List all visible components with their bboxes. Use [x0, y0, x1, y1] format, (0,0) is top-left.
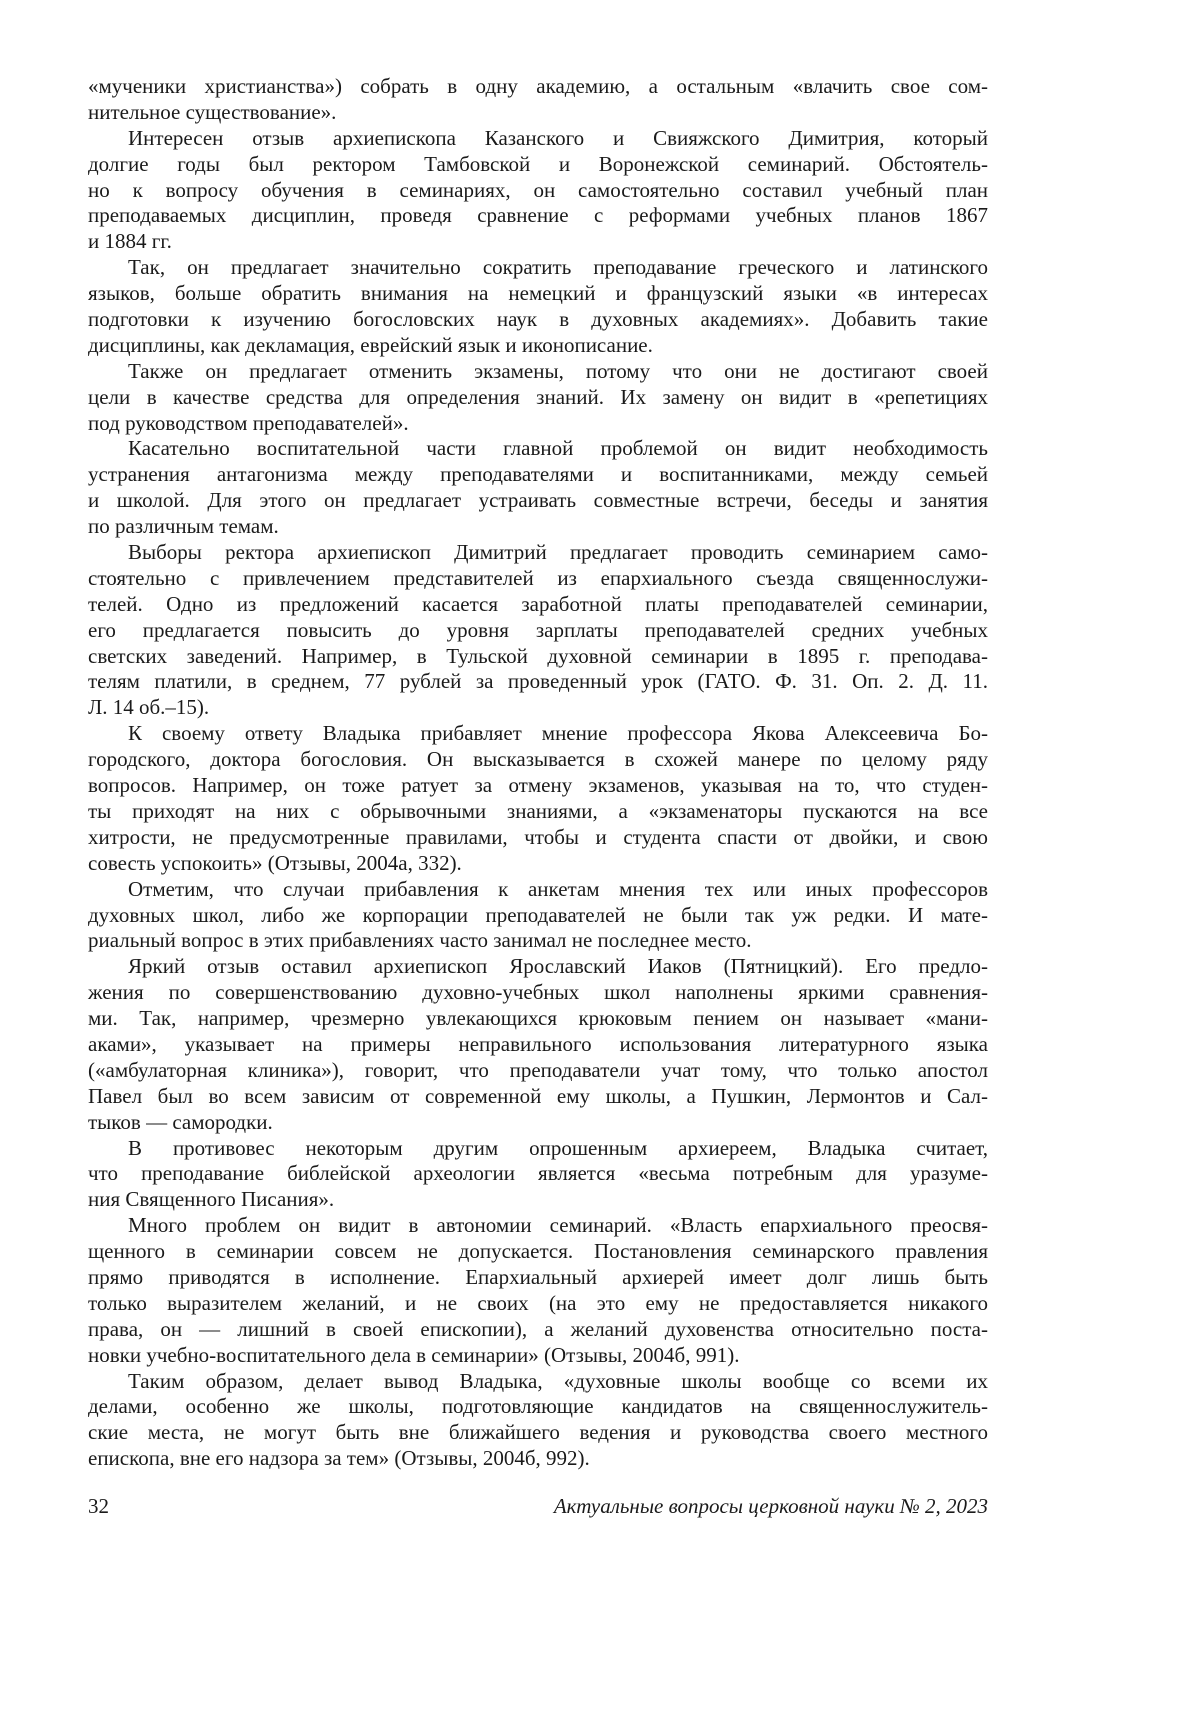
text-line: епископа, вне его надзора за тем» (Отзывы, 2004б, 992).	[88, 1446, 988, 1472]
text-line: светских заведений. Например, в Тульской духовной семинарии в 1895 г. преподава-	[88, 644, 988, 670]
paragraph	[88, 1369, 988, 1473]
paragraph	[88, 359, 988, 437]
paragraph	[88, 540, 988, 721]
text-line: Таким образом, делает вывод Владыка, «духовные школы вообще со всеми их	[88, 1369, 988, 1395]
paragraph	[88, 436, 988, 540]
text-line: что преподавание библейской археологии является «весьма потребным для уразуме-	[88, 1161, 988, 1187]
text-line: только выразителем желаний, и не своих (на это ему не предоставляется никакого	[88, 1291, 988, 1317]
text-line: щенного в семинарии совсем не допускается. Постановления семинарского правления	[88, 1239, 988, 1265]
text-line: телей. Одно из предложений касается заработной платы преподавателей семинарии,	[88, 592, 988, 618]
text-line: городского, доктора богословия. Он высказывается в схожей манере по целому ряду	[88, 747, 988, 773]
text-line: стоятельно с привлечением представителей из епархиального съезда священнослужи-	[88, 566, 988, 592]
text-line: но к вопросу обучения в семинариях, он самостоятельно составил учебный план	[88, 178, 988, 204]
body-text	[88, 74, 988, 1472]
text-line: духовных школ, либо же корпорации преподавателей не были так уж редки. И мате-	[88, 903, 988, 929]
paragraph	[88, 721, 988, 876]
text-line: Л. 14 об.–15).	[88, 695, 988, 721]
text-line: К своему ответу Владыка прибавляет мнение профессора Якова Алексеевича Бо-	[88, 721, 988, 747]
text-line: ты приходят на них с обрывочными знаниями, а «экзаменаторы пускаются на все	[88, 799, 988, 825]
text-line: устранения антагонизма между преподавателями и воспитанниками, между семьей	[88, 462, 988, 488]
text-line: «мученики христианства») собрать в одну академию, а остальным «влачить свое сом-	[88, 74, 988, 100]
text-line: Интересен отзыв архиепископа Казанского и Свияжского Димитрия, который	[88, 126, 988, 152]
journal-title: Актуальные вопросы церковной науки № 2, 2023	[554, 1494, 988, 1519]
text-line: прямо приводятся в исполнение. Епархиальный архиерей имеет долг лишь быть	[88, 1265, 988, 1291]
text-line: Много проблем он видит в автономии семинарий. «Власть епархиального преосвя-	[88, 1213, 988, 1239]
text-line: телям платили, в среднем, 77 рублей за проведенный урок (ГАТО. Ф. 31. Оп. 2. Д. 11.	[88, 669, 988, 695]
paragraph	[88, 74, 988, 126]
text-line: Яркий отзыв оставил архиепископ Ярославский Иаков (Пятницкий). Его предло-	[88, 954, 988, 980]
text-line: дисциплины, как декламация, еврейский язык и иконописание.	[88, 333, 988, 359]
text-line: ми. Так, например, чрезмерно увлекающихся крюковым пением он называет «мани-	[88, 1006, 988, 1032]
page-number: 32	[88, 1494, 109, 1519]
text-line: риальный вопрос в этих прибавлениях часто занимал не последнее место.	[88, 928, 988, 954]
text-line: нительное существование».	[88, 100, 988, 126]
text-line: права, он — лишний в своей епископии), а желаний духовенства относительно поста-	[88, 1317, 988, 1343]
text-line: его предлагается повысить до уровня зарплаты преподавателей средних учебных	[88, 618, 988, 644]
text-line: ния Священного Писания».	[88, 1187, 988, 1213]
text-line: тыков — самородки.	[88, 1110, 988, 1136]
text-line: цели в качестве средства для определения знаний. Их замену он видит в «репетициях	[88, 385, 988, 411]
text-line: Так, он предлагает значительно сократить преподавание греческого и латинского	[88, 255, 988, 281]
text-line: Касательно воспитательной части главной проблемой он видит необходимость	[88, 436, 988, 462]
paragraph	[88, 1136, 988, 1214]
text-line: вопросов. Например, он тоже ратует за отмену экзаменов, указывая на то, что студен-	[88, 773, 988, 799]
paragraph	[88, 126, 988, 255]
text-line: ские места, не могут быть вне ближайшего ведения и руководства своего местного	[88, 1420, 988, 1446]
paragraph	[88, 255, 988, 359]
text-line: Также он предлагает отменить экзамены, потому что они не достигают своей	[88, 359, 988, 385]
text-line: хитрости, не предусмотренные правилами, чтобы и студента спасти от двойки, и свою	[88, 825, 988, 851]
text-line: жения по совершенствованию духовно-учебных школ наполнены яркими сравнения-	[88, 980, 988, 1006]
text-line: новки учебно-воспитательного дела в семинарии» (Отзывы, 2004б, 991).	[88, 1343, 988, 1369]
text-line: по различным темам.	[88, 514, 988, 540]
text-line: языков, больше обратить внимания на немецкий и французский языки «в интересах	[88, 281, 988, 307]
text-line: совесть успокоить» (Отзывы, 2004а, 332).	[88, 851, 988, 877]
page-footer	[88, 1494, 988, 1524]
text-line: Отметим, что случаи прибавления к анкетам мнения тех или иных профессоров	[88, 877, 988, 903]
text-line: делами, особенно же школы, подготовляющие кандидатов на священнослужитель-	[88, 1394, 988, 1420]
text-line: долгие годы был ректором Тамбовской и Воронежской семинарий. Обстоятель-	[88, 152, 988, 178]
text-line: под руководством преподавателей».	[88, 411, 988, 437]
paragraph	[88, 954, 988, 1135]
text-line: преподаваемых дисциплин, проведя сравнение с реформами учебных планов 1867	[88, 203, 988, 229]
paragraph	[88, 877, 988, 955]
text-line: аками», указывает на примеры неправильного использования литературного языка	[88, 1032, 988, 1058]
text-line: Выборы ректора архиепископ Димитрий предлагает проводить семинарием само-	[88, 540, 988, 566]
text-line: Павел был во всем зависим от современной ему школы, а Пушкин, Лермонтов и Сал-	[88, 1084, 988, 1110]
text-line: и 1884 гг.	[88, 229, 988, 255]
text-line: («амбулаторная клиника»), говорит, что преподаватели учат тому, что только апостол	[88, 1058, 988, 1084]
paragraph	[88, 1213, 988, 1368]
text-line: и школой. Для этого он предлагает устраивать совместные встречи, беседы и занятия	[88, 488, 988, 514]
text-line: подготовки к изучению богословских наук в духовных академиях». Добавить такие	[88, 307, 988, 333]
text-line: В противовес некоторым другим опрошенным архиереем, Владыка считает,	[88, 1136, 988, 1162]
